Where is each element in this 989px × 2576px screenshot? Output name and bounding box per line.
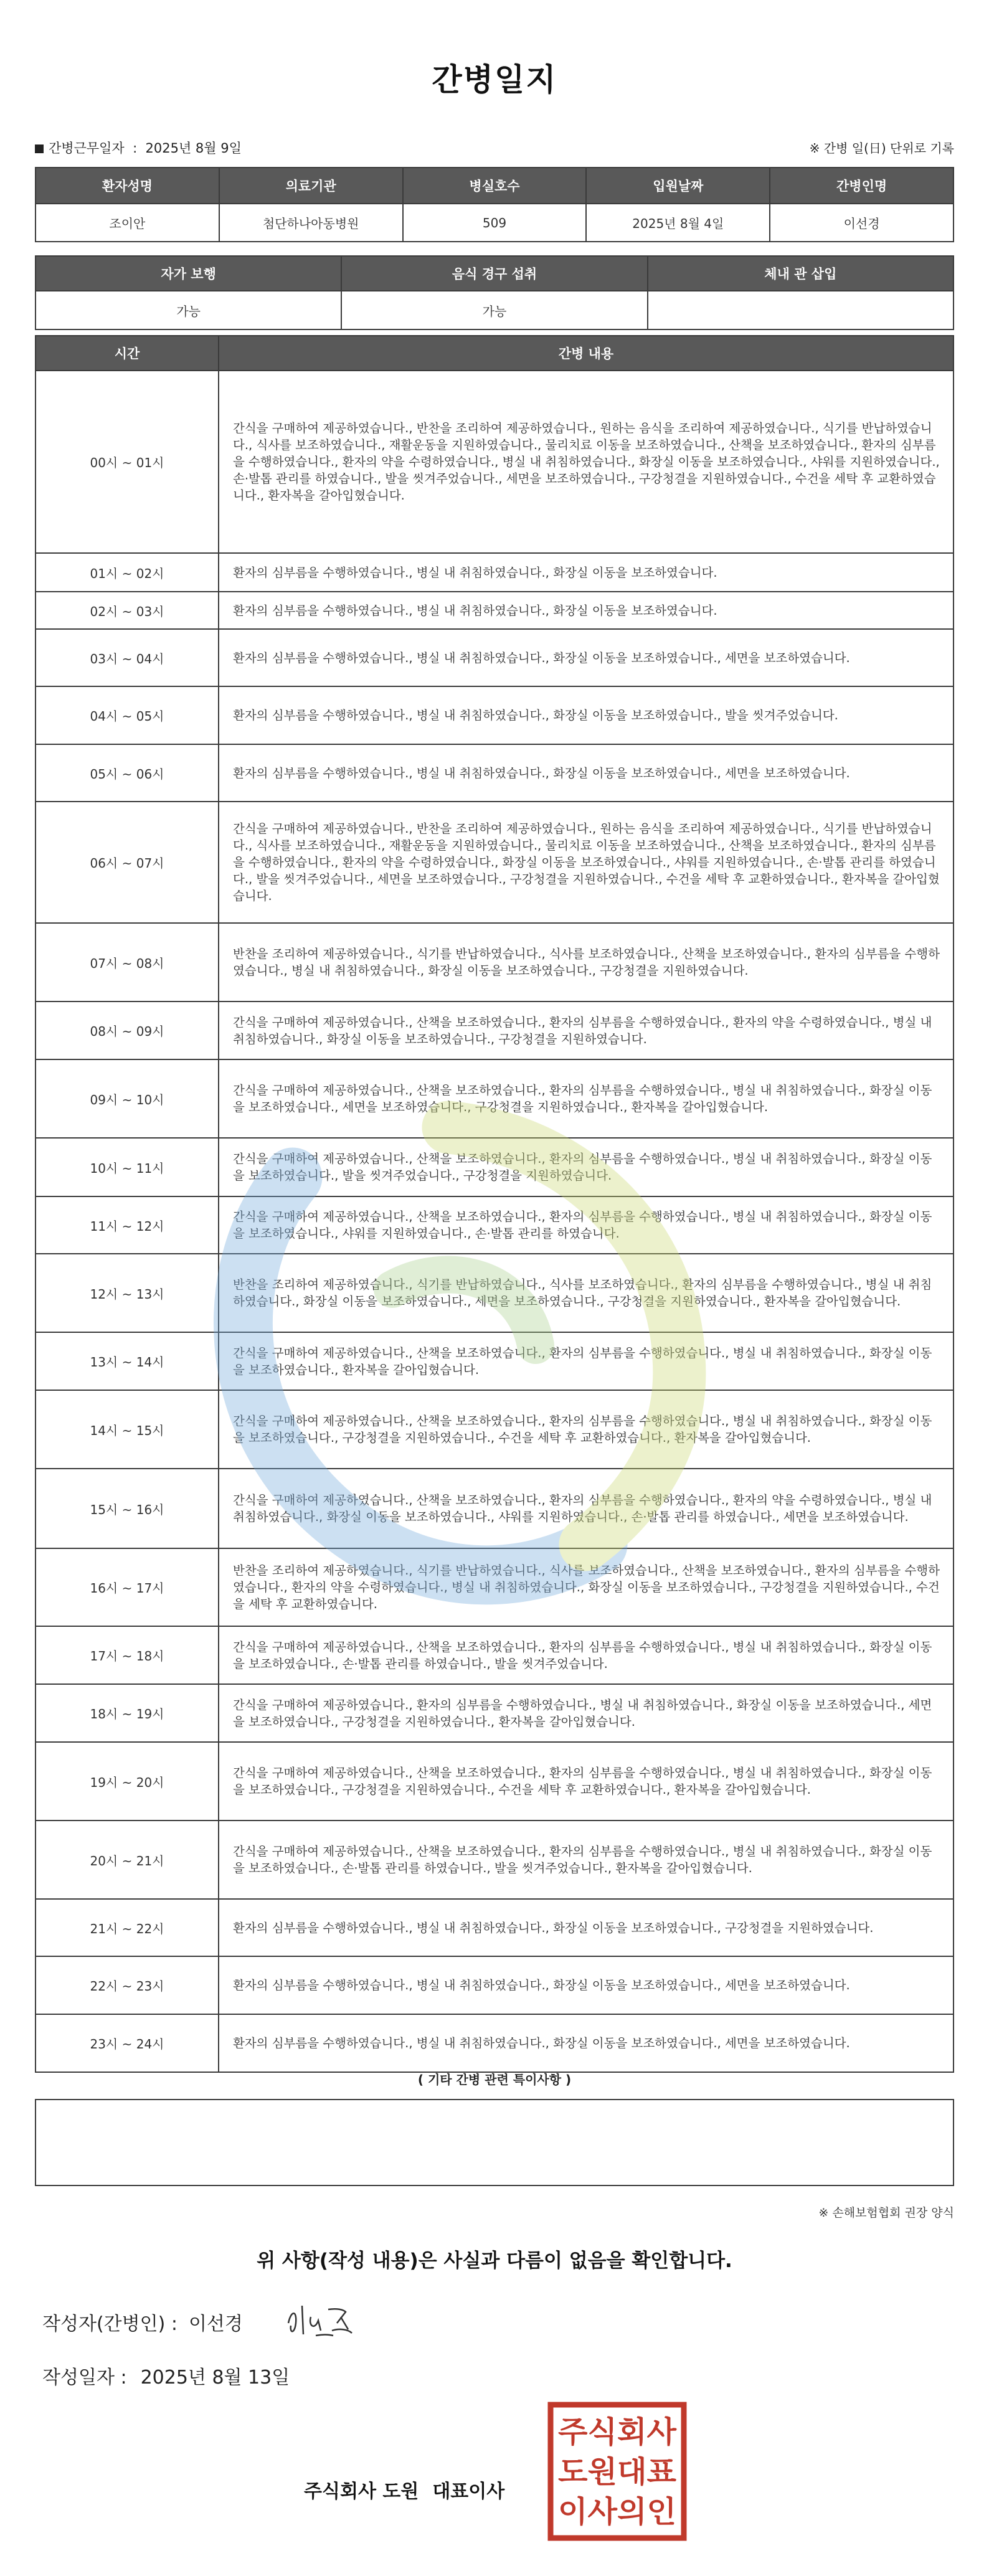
care-content: 반찬을 조리하여 제공하였습니다., 식기를 반납하였습니다., 식사를 보조하였습니다., 산책을 보조하였습니다., 환자의 심부름을 수행하였습니다., 환자의 약을 수령하였습니다., 병실 내 취침하였습니다., 화장실 이동을 보조하였습니다., 구강청결을 지원하였습니다., 수건을 세탁 후 교환하였습니다. [219,1548,954,1626]
schedule-row [35,923,954,1002]
schedule-row [35,1059,954,1138]
care-content: 환자의 심부름을 수행하였습니다., 병실 내 취침하였습니다., 화장실 이동을 보조하였습니다., 세면을 보조하였습니다. [219,629,954,686]
written-date-value: 2025년 8월 13일 [140,2367,290,2389]
work-date [35,138,242,157]
seal-text-line: 이사의인 [558,2494,676,2529]
time-slot: 18시 ~ 19시 [35,1684,219,1742]
company-seal-icon [547,2401,688,2542]
time-slot: 03시 ~ 04시 [35,629,219,686]
time-slot: 07시 ~ 08시 [35,923,219,1002]
care-content: 간식을 구매하여 제공하였습니다., 산책을 보조하였습니다., 환자의 심부름을 수행하였습니다., 병실 내 취침하였습니다., 화장실 이동을 보조하였습니다., 환자복을 갈아입혔습니다. [219,1332,954,1390]
time-slot: 20시 ~ 21시 [35,1821,219,1899]
care-content: 환자의 심부름을 수행하였습니다., 병실 내 취침하였습니다., 화장실 이동을 보조하였습니다., 세면을 보조하였습니다. [219,1956,954,2014]
schedule-header-row [35,336,954,371]
schedule-row [35,371,954,553]
hospital-name: 첨단하나아동병원 [219,204,403,242]
schedule-row [35,1469,954,1548]
header-tube-insertion: 체내 관 삽입 [648,256,954,291]
notes-box [35,2099,954,2186]
time-slot: 02시 ~ 03시 [35,592,219,629]
time-slot: 23시 ~ 24시 [35,2014,219,2072]
seal-text-line: 주식회사 [558,2415,677,2450]
schedule-body [35,371,954,2072]
signature-image [283,2298,358,2342]
schedule-row [35,1548,954,1626]
schedule-row [35,1742,954,1821]
schedule-row [35,1956,954,2014]
time-slot: 09시 ~ 10시 [35,1059,219,1138]
company-row [304,2476,518,2503]
time-slot: 16시 ~ 17시 [35,1548,219,1626]
schedule-row [35,1626,954,1684]
time-slot: 15시 ~ 16시 [35,1469,219,1548]
schedule-row [35,1002,954,1059]
schedule-row [35,553,954,592]
time-slot: 00시 ~ 01시 [35,371,219,553]
care-content: 간식을 구매하여 제공하였습니다., 반찬을 조리하여 제공하였습니다., 원하는 음식을 조리하여 제공하였습니다., 식기를 반납하였습니다., 식사를 보조하였습니다., 재활운동을 지원하였습니다., 물리치료 이동을 보조하였습니다., 산책을 보조하였습니다., 환자의 심부름을 수행하였습니다., 환자의 약을 수령하였습니다., 화장실 이동을 보조하였습니다., 샤워를 지원하였습니다., 손·발톱 관리를 하였습니다., 발을 씻겨주었습니다., 세면을 보조하였습니다., 구강청결을 지원하였습니다., 수건을 세탁 후 교환하였습니다., 환자복을 갈아입혔습니다. [219,802,954,923]
patient-info-table [35,167,954,242]
care-content: 간식을 구매하여 제공하였습니다., 산책을 보조하였습니다., 환자의 심부름을 수행하였습니다., 병실 내 취침하였습니다., 화장실 이동을 보조하였습니다., 발을 씻겨주었습니다., 구강청결을 지원하였습니다. [219,1138,954,1196]
self-walking-value: 가능 [35,291,341,329]
header-care-content: 간병 내용 [219,336,954,371]
header-admission-date: 입원날짜 [586,168,770,204]
time-slot: 21시 ~ 22시 [35,1899,219,1956]
work-date-separator: : [133,141,138,156]
care-content: 간식을 구매하여 제공하였습니다., 산책을 보조하였습니다., 환자의 심부름을 수행하였습니다., 병실 내 취침하였습니다., 화장실 이동을 보조하였습니다., 구강청결을 지원하였습니다., 수건을 세탁 후 교환하였습니다., 환자복을 갈아입혔습니다. [219,1390,954,1469]
oral-intake-value: 가능 [341,291,647,329]
schedule-row [35,802,954,923]
notes-title: ( 기타 간병 관련 특이사항 ) [417,2072,572,2087]
care-content: 환자의 심부름을 수행하였습니다., 병실 내 취침하였습니다., 화장실 이동을 보조하였습니다. [219,592,954,629]
schedule-row [35,592,954,629]
time-slot: 04시 ~ 05시 [35,686,219,744]
care-content: 간식을 구매하여 제공하였습니다., 반찬을 조리하여 제공하였습니다., 원하는 음식을 조리하여 제공하였습니다., 식기를 반납하였습니다., 식사를 보조하였습니다., 재활운동을 지원하였습니다., 물리치료 이동을 보조하였습니다., 산책을 보조하였습니다., 환자의 심부름을 수행하였습니다., 환자의 약을 수령하였습니다., 병실 내 취침하였습니다., 화장실 이동을 보조하였습니다., 샤워를 지원하였습니다., 손·발톱 관리를 하였습니다., 발을 씻겨주었습니다., 세면을 보조하였습니다., 구강청결을 지원하였습니다., 수건을 세탁 후 교환하였습니다., 환자복을 갈아입혔습니다. [219,371,954,553]
schedule-row [35,1821,954,1899]
room-number: 509 [403,204,587,242]
care-content: 환자의 심부름을 수행하였습니다., 병실 내 취침하였습니다., 화장실 이동을 보조하였습니다., 세면을 보조하였습니다. [219,2014,954,2072]
care-content: 환자의 심부름을 수행하였습니다., 병실 내 취침하였습니다., 화장실 이동을 보조하였습니다. [219,553,954,592]
confirmation-statement: 위 사항(작성 내용)은 사실과 다름이 없음을 확인합니다. [257,2250,732,2272]
care-content: 간식을 구매하여 제공하였습니다., 산책을 보조하였습니다., 환자의 심부름을 수행하였습니다., 병실 내 취침하였습니다., 화장실 이동을 보조하였습니다., 세면을 보조하였습니다., 구강청결을 지원하였습니다., 환자복을 갈아입혔습니다. [219,1059,954,1138]
tube-insertion-value [648,291,954,329]
time-slot: 12시 ~ 13시 [35,1254,219,1332]
schedule-row [35,1332,954,1390]
time-slot: 17시 ~ 18시 [35,1626,219,1684]
schedule-row [35,629,954,686]
header-caregiver-name: 간병인명 [770,168,954,204]
seal-text-line: 도원대표 [558,2455,677,2489]
record-unit-note: ※ 간병 일(日) 단위로 기록 [809,141,954,156]
care-content: 간식을 구매하여 제공하였습니다., 산책을 보조하였습니다., 환자의 심부름을 수행하였습니다., 병실 내 취침하였습니다., 화장실 이동을 보조하였습니다., 구강청결을 지원하였습니다., 수건을 세탁 후 교환하였습니다., 환자복을 갈아입혔습니다. [219,1742,954,1821]
ability-value-row [35,291,954,329]
schedule-row [35,1390,954,1469]
header-oral-intake: 음식 경구 섭취 [341,256,647,291]
time-slot: 13시 ~ 14시 [35,1332,219,1390]
header-self-walking: 자가 보행 [35,256,341,291]
schedule-row [35,1196,954,1254]
time-slot: 14시 ~ 15시 [35,1390,219,1469]
author-name: 이선경 [188,2313,243,2335]
care-content: 간식을 구매하여 제공하였습니다., 환자의 심부름을 수행하였습니다., 병실 내 취침하였습니다., 화장실 이동을 보조하였습니다., 세면을 보조하였습니다., 구강청결을 지원하였습니다., 환자복을 갈아입혔습니다. [219,1684,954,1742]
time-slot: 05시 ~ 06시 [35,744,219,802]
care-content: 반찬을 조리하여 제공하였습니다., 식기를 반납하였습니다., 식사를 보조하였습니다., 산책을 보조하였습니다., 환자의 심부름을 수행하였습니다., 병실 내 취침하였습니다., 화장실 이동을 보조하였습니다., 구강청결을 지원하였습니다. [219,923,954,1002]
time-slot: 01시 ~ 02시 [35,553,219,592]
schedule-row [35,686,954,744]
author-label: 작성자(간병인) : [42,2313,177,2335]
care-content: 환자의 심부름을 수행하였습니다., 병실 내 취침하였습니다., 화장실 이동을 보조하였습니다., 발을 씻겨주었습니다. [219,686,954,744]
author-row [42,2308,254,2336]
work-date-label: 간병근무일자 [49,141,125,156]
ability-header-row [35,256,954,291]
header-patient-name: 환자성명 [35,168,219,204]
time-slot: 10시 ~ 11시 [35,1138,219,1196]
schedule-row [35,744,954,802]
schedule-row [35,1899,954,1956]
time-slot: 19시 ~ 20시 [35,1742,219,1821]
company-name: 주식회사 도원 [304,2481,419,2503]
work-date-value: 2025년 8월 9일 [145,141,242,156]
written-date-label: 작성일자 : [42,2367,127,2389]
patient-info-value-row [35,204,954,242]
care-content: 간식을 구매하여 제공하였습니다., 산책을 보조하였습니다., 환자의 심부름을 수행하였습니다., 병실 내 취침하였습니다., 화장실 이동을 보조하였습니다., 샤워를 지원하였습니다., 손·발톱 관리를 하였습니다. [219,1196,954,1254]
caregiver-name: 이선경 [770,204,954,242]
schedule-row [35,2014,954,2072]
care-content: 반찬을 조리하여 제공하였습니다., 식기를 반납하였습니다., 식사를 보조하였습니다., 환자의 심부름을 수행하였습니다., 병실 내 취침하였습니다., 화장실 이동을 보조하였습니다., 세면을 보조하였습니다., 구강청결을 지원하였습니다., 환자복을 갈아입혔습니다. [219,1254,954,1332]
time-slot: 06시 ~ 07시 [35,802,219,923]
patient-ability-table [35,255,954,330]
form-source-note: ※ 손해보험협회 권장 양식 [818,2206,954,2220]
care-content: 간식을 구매하여 제공하였습니다., 산책을 보조하였습니다., 환자의 심부름을 수행하였습니다., 환자의 약을 수령하였습니다., 병실 내 취침하였습니다., 화장실 이동을 보조하였습니다., 샤워를 지원하였습니다., 손·발톱 관리를 하였습니다., 세면을 보조하였습니다. [219,1469,954,1548]
patient-name: 조이안 [35,204,219,242]
care-content: 간식을 구매하여 제공하였습니다., 산책을 보조하였습니다., 환자의 심부름을 수행하였습니다., 병실 내 취침하였습니다., 화장실 이동을 보조하였습니다., 손·발톱 관리를 하였습니다., 발을 씻겨주었습니다. [219,1626,954,1684]
time-slot: 11시 ~ 12시 [35,1196,219,1254]
schedule-row [35,1684,954,1742]
header-hospital: 의료기관 [219,168,403,204]
written-date-row [42,2362,303,2389]
care-schedule-table [35,335,954,2073]
schedule-row [35,1138,954,1196]
schedule-row [35,1254,954,1332]
care-content: 간식을 구매하여 제공하였습니다., 산책을 보조하였습니다., 환자의 심부름을 수행하였습니다., 병실 내 취침하였습니다., 화장실 이동을 보조하였습니다., 손·발톱 관리를 하였습니다., 발을 씻겨주었습니다., 환자복을 갈아입혔습니다. [219,1821,954,1899]
care-content: 환자의 심부름을 수행하였습니다., 병실 내 취침하였습니다., 화장실 이동을 보조하였습니다., 세면을 보조하였습니다. [219,744,954,802]
care-content: 환자의 심부름을 수행하였습니다., 병실 내 취침하였습니다., 화장실 이동을 보조하였습니다., 구강청결을 지원하였습니다. [219,1899,954,1956]
header-room-number: 병실호수 [403,168,587,204]
bullet-square-icon [35,144,44,153]
time-slot: 22시 ~ 23시 [35,1956,219,2014]
admission-date: 2025년 8월 4일 [586,204,770,242]
time-slot: 08시 ~ 09시 [35,1002,219,1059]
patient-info-header-row [35,168,954,204]
company-role: 대표이사 [432,2481,505,2503]
header-time: 시간 [35,336,219,371]
page-title: 간병일지 [432,62,557,98]
care-content: 간식을 구매하여 제공하였습니다., 산책을 보조하였습니다., 환자의 심부름을 수행하였습니다., 환자의 약을 수령하였습니다., 병실 내 취침하였습니다., 화장실 이동을 보조하였습니다., 구강청결을 지원하였습니다. [219,1002,954,1059]
